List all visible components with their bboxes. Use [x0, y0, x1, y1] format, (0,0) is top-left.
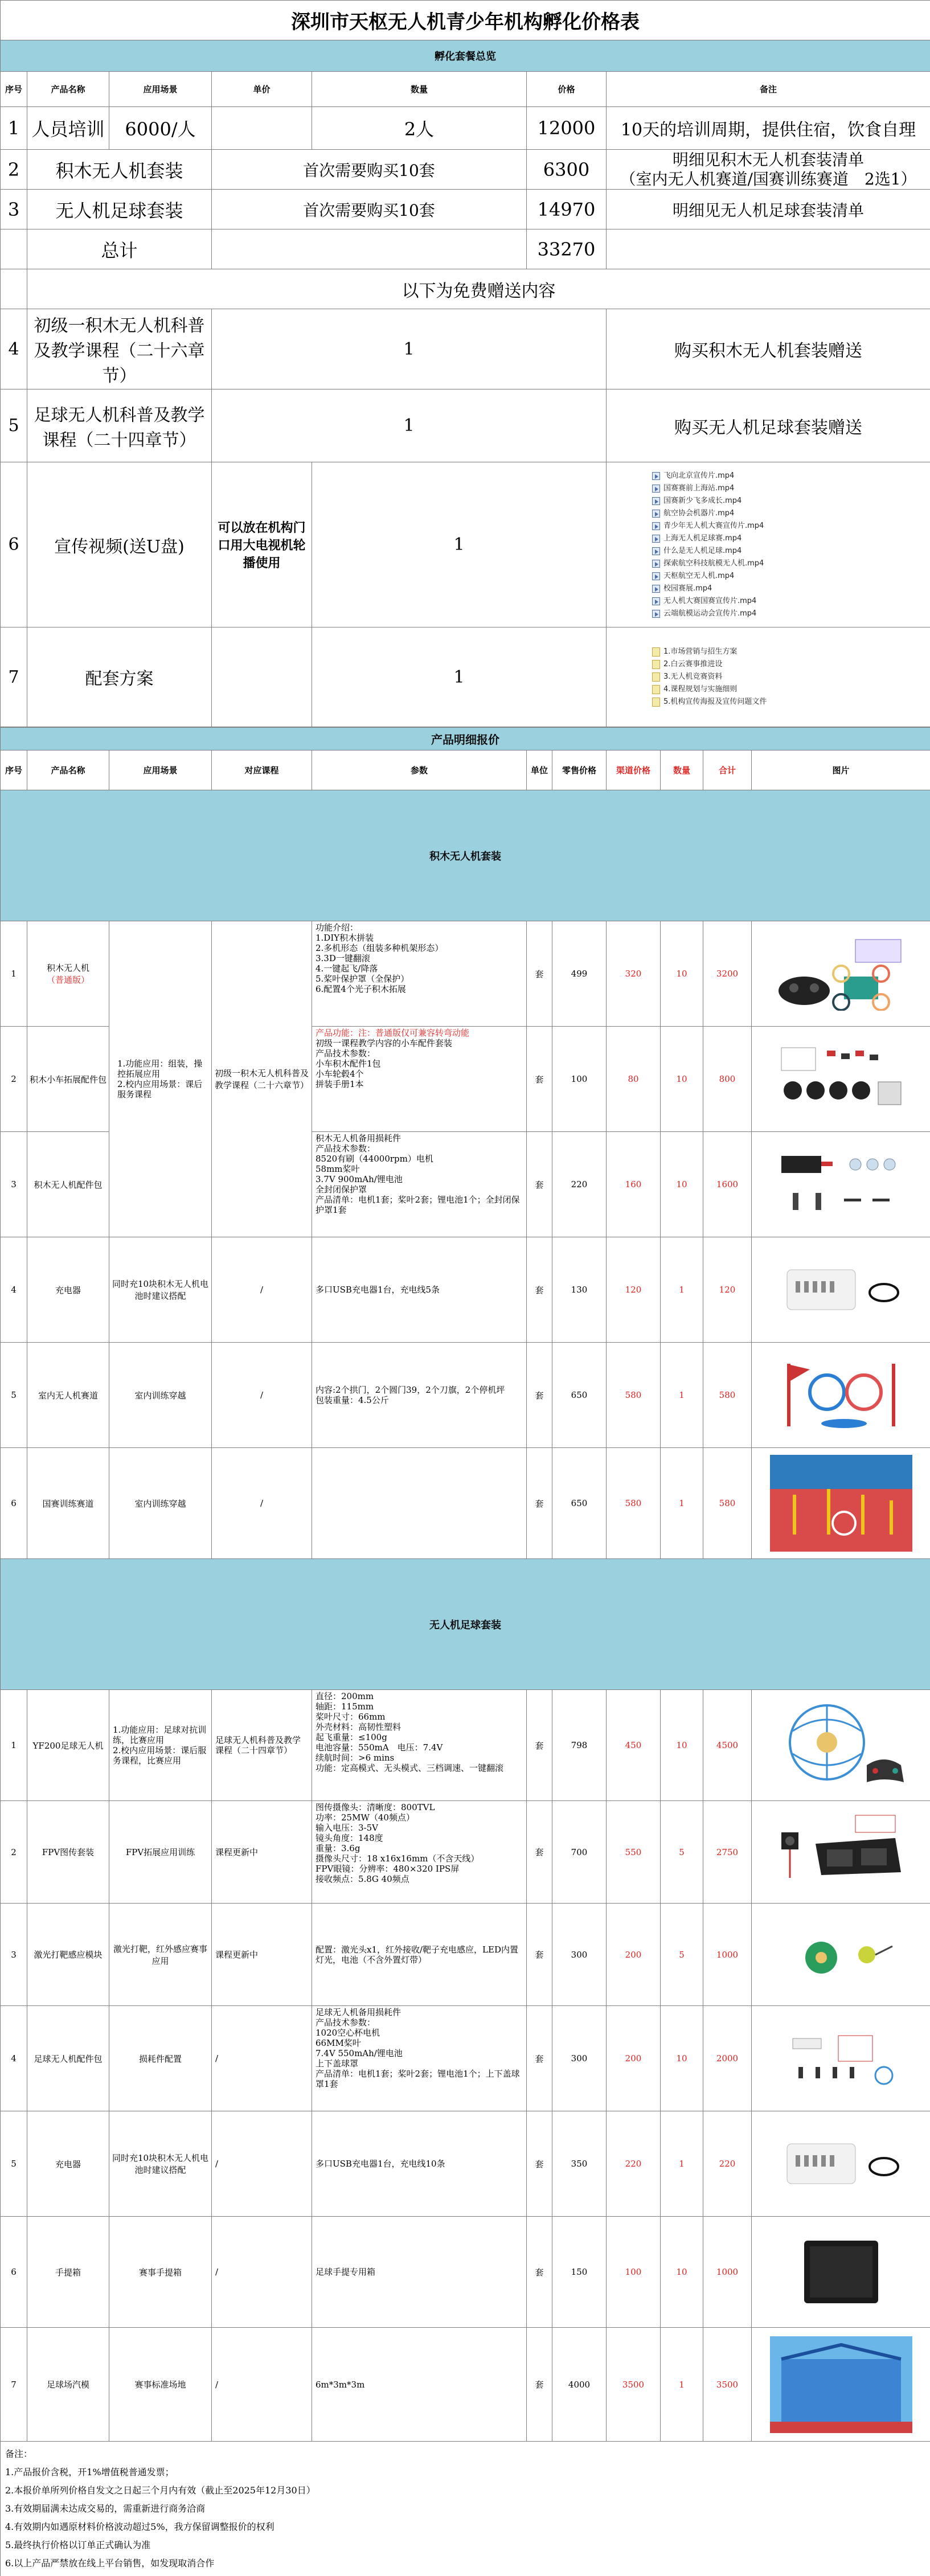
- video-file-icon: [652, 535, 660, 543]
- row-unit: 套: [527, 1027, 552, 1132]
- doc-file-list: [607, 627, 930, 727]
- video-file-icon: [652, 585, 660, 593]
- row-scene: 赛事标准场地: [109, 2328, 212, 2442]
- row-unit: 套: [527, 1801, 552, 1904]
- total-value: 33270: [527, 229, 607, 269]
- col-header: 图片: [752, 750, 930, 790]
- row-unit: 套: [527, 1448, 552, 1559]
- row-qty: 10: [661, 921, 703, 1027]
- col-header: 单位: [527, 750, 552, 790]
- note-line: 3.有效期届满未达成交易的，需重新进行商务洽商: [5, 2503, 206, 2514]
- product-image: [752, 1132, 930, 1237]
- row-name: 激光打靶感应模块: [27, 1904, 109, 2006]
- file-item[interactable]: 探索航空科技航模无人机.mp4: [652, 557, 930, 570]
- row-channel: 3500: [607, 2328, 661, 2442]
- video-file-list: [607, 462, 930, 627]
- row-name: FPV图传套装: [27, 1801, 109, 1904]
- file-item[interactable]: 无人机大赛国赛宣传片.mp4: [652, 595, 930, 608]
- row-note: 购买无人机足球套装赠送: [607, 389, 930, 462]
- row-params: 6m*3m*3m: [312, 2328, 527, 2442]
- col-header: 数量: [312, 72, 527, 107]
- table-row: [1, 1690, 930, 1801]
- drone-kit-image: [770, 937, 912, 1011]
- kit-title: 积木无人机套装: [1, 790, 930, 921]
- row-unit: 套: [527, 921, 552, 1027]
- row-no: 3: [1, 1132, 27, 1237]
- row-course: /: [212, 2328, 312, 2442]
- file-item[interactable]: 什么是无人机足球.mp4: [652, 545, 930, 557]
- charger-image: [770, 1253, 912, 1327]
- note-line: 5.最终执行价格以订单正式确认为准: [5, 2540, 151, 2550]
- row-no: 2: [1, 1027, 27, 1132]
- row-qty: 首次需要购买10套: [212, 150, 527, 190]
- row-retail: 130: [552, 1237, 607, 1343]
- track-image: [770, 1358, 912, 1432]
- row-unit: 套: [527, 1690, 552, 1801]
- row-retail: 650: [552, 1448, 607, 1559]
- row-no: 3: [1, 190, 27, 229]
- row-name: 积木小车拓展配件包: [27, 1027, 109, 1132]
- detail-header-row: [1, 750, 930, 790]
- row-course: 足球无人机科普及教学课程（二十四章节）: [212, 1690, 312, 1801]
- product-image: [752, 1690, 930, 1801]
- product-image: [752, 2111, 930, 2217]
- video-file-icon: [652, 485, 660, 493]
- table-row: [1, 1801, 930, 1904]
- row-total: 580: [703, 1343, 752, 1448]
- row-channel: 580: [607, 1448, 661, 1559]
- col-header: 价格: [527, 72, 607, 107]
- col-header: 产品名称: [27, 750, 109, 790]
- video-file-icon: [652, 472, 660, 480]
- video-file-icon: [652, 572, 660, 580]
- video-file-icon: [652, 510, 660, 518]
- row-no: 7: [1, 2328, 27, 2442]
- row-no: 4: [1, 1237, 27, 1343]
- row-params: 内容:2个拱门，2个圆门39，2个刀旗，2个停机坪 包装重量：4.5公斤: [312, 1343, 527, 1448]
- row-retail: 798: [552, 1690, 607, 1801]
- row-total: 2000: [703, 2006, 752, 2111]
- row-total: 800: [703, 1027, 752, 1132]
- note-line: 6.以上产品严禁放在线上平台销售，如发现取消合作: [5, 2558, 215, 2569]
- row-course: /: [212, 2217, 312, 2328]
- row-unit: 套: [527, 1904, 552, 2006]
- product-image: [752, 921, 930, 1027]
- row-no: 1: [1, 1690, 27, 1801]
- laser-image: [770, 1918, 912, 1992]
- row-no: 2: [1, 1801, 27, 1904]
- product-detail-table: [0, 727, 930, 2576]
- row-qty: 5: [661, 1801, 703, 1904]
- notes-block: [1, 2442, 930, 2576]
- col-header: 合计: [703, 750, 752, 790]
- row-qty: 10: [661, 1690, 703, 1801]
- product-image: [752, 1801, 930, 1904]
- file-item[interactable]: 国赛赛前上海站.mp4: [652, 482, 930, 495]
- row-retail: 499: [552, 921, 607, 1027]
- row-name: 人员培训: [27, 107, 109, 150]
- table-row: [1, 2006, 930, 2111]
- col-header: 渠道价格: [607, 750, 661, 790]
- note-line: 1.产品报价含税，开1%增值税普通发票；: [5, 2467, 174, 2477]
- row-no: 3: [1, 1904, 27, 2006]
- video-file-icon: [652, 547, 660, 555]
- row-no: 6: [1, 2217, 27, 2328]
- row-note: [607, 150, 930, 190]
- row-name: 无人机足球套装: [27, 190, 212, 229]
- row-scene: 室内训练穿越: [109, 1448, 212, 1559]
- row-unit-price: 6000/人: [109, 107, 212, 150]
- fpv-image: [770, 1810, 912, 1895]
- row-course: /: [212, 2006, 312, 2111]
- row-note: 购买积木无人机套装赠送: [607, 309, 930, 389]
- section-overview-title: 孵化套餐总览: [1, 40, 930, 72]
- row-name: 积木无人机配件包: [27, 1132, 109, 1237]
- row-name: 配套方案: [27, 627, 212, 727]
- folder-icon: [652, 672, 660, 682]
- row-scene: 可以放在机构门口用大电视机轮播使用: [212, 462, 312, 627]
- row-name: 初级一积木无人机科普及教学课程（二十六章节）: [27, 309, 212, 389]
- row-channel: 550: [607, 1801, 661, 1904]
- table-row: [1, 1237, 930, 1343]
- col-header: 应用场景: [109, 72, 212, 107]
- row-params: 功能介绍： 1.DIY积木拼装 2.多机形态（组装多种机架形态） 3.3D一键翻滚 4.一键起飞/降落 5.桨叶保护罩（全保护） 6.配置4个光子积木拓展: [312, 921, 527, 1027]
- table-row: [1, 2111, 930, 2217]
- col-header: 序号: [1, 72, 27, 107]
- row-course: 初级一积木无人机科普及教学课程（二十六章节）: [212, 921, 312, 1237]
- product-image: [752, 2217, 930, 2328]
- row-params: 直径：200mm 轴距：115mm 桨叶尺寸：66mm 外壳材料：高韧性塑料 起飞重量：≤100g 电池容量：550mA 电压：7.4V 续航时间：>6 mins 功能：定高模式、无头模式、三档调速、一键翻滚: [312, 1690, 527, 1801]
- product-image: [752, 2006, 930, 2111]
- video-file-icon: [652, 597, 660, 605]
- soccer-drone-image: [770, 1697, 912, 1794]
- col-header: 数量: [661, 750, 703, 790]
- field-image: [770, 1455, 912, 1552]
- table-row: [1, 2217, 930, 2328]
- row-course: /: [212, 1343, 312, 1448]
- file-item[interactable]: 飞向北京宣传片.mp4: [652, 470, 930, 482]
- row-retail: 100: [552, 1027, 607, 1132]
- row-qty: 10: [661, 1027, 703, 1132]
- file-item[interactable]: 2.白云赛事推进设: [652, 658, 930, 671]
- row-channel: 200: [607, 2006, 661, 2111]
- row-channel: 200: [607, 1904, 661, 2006]
- row-total: 220: [703, 2111, 752, 2217]
- row-retail: 300: [552, 1904, 607, 2006]
- col-header: 对应课程: [212, 750, 312, 790]
- row-no: 2: [1, 150, 27, 190]
- row-name: 足球场汽模: [27, 2328, 109, 2442]
- charger-image: [770, 2127, 912, 2201]
- row-channel: 100: [607, 2217, 661, 2328]
- col-header: 零售价格: [552, 750, 607, 790]
- video-file-icon: [652, 522, 660, 530]
- row-scene: 1.功能应用：组装，操控拓展应用 2.校内应用场景：课后服务课程: [109, 921, 212, 1237]
- file-item[interactable]: 4.课程规划与实施细则: [652, 683, 930, 696]
- summary-table: [0, 0, 930, 727]
- row-params: 图传摄像头：清晰度：800TVL 功率：25MW（40频点） 输入电压：3-5V 镜头角度：148度 重量：3.6g 摄像头尺寸：18 x16x16mm（不含天线） FPV眼镜：分辨率：480×320 IPS屏 接收频点：5.8G 40频点: [312, 1801, 527, 1904]
- product-image: [752, 1027, 930, 1132]
- row-no: 1: [1, 921, 27, 1027]
- row-retail: 700: [552, 1801, 607, 1904]
- row-no: 1: [1, 107, 27, 150]
- row-course: /: [212, 2111, 312, 2217]
- row-retail: 300: [552, 2006, 607, 2111]
- row-qty: 首次需要购买10套: [212, 190, 527, 229]
- drone-parts-image: [770, 1147, 912, 1221]
- row-channel: 580: [607, 1343, 661, 1448]
- row-name: 手提箱: [27, 2217, 109, 2328]
- product-image: [752, 1448, 930, 1559]
- row-qty: 5: [661, 1904, 703, 2006]
- col-header: 产品名称: [27, 72, 109, 107]
- row-params: 多口USB充电器1台，充电线10条: [312, 2111, 527, 2217]
- row-course: 课程更新中: [212, 1904, 312, 2006]
- row-no: 5: [1, 389, 27, 462]
- file-item[interactable]: 航空协会机器片.mp4: [652, 507, 930, 520]
- overview-header-row: [1, 72, 930, 107]
- file-item[interactable]: 上海无人机足球赛.mp4: [652, 532, 930, 545]
- file-item[interactable]: 1.市场营销与招生方案: [652, 646, 930, 658]
- product-image: [752, 1904, 930, 2006]
- table-row: [1, 389, 930, 462]
- row-no: 4: [1, 309, 27, 389]
- table-row: [1, 150, 930, 190]
- row-retail: 350: [552, 2111, 607, 2217]
- row-total: 1600: [703, 1132, 752, 1237]
- row-qty: 1: [661, 2328, 703, 2442]
- row-channel: 80: [607, 1027, 661, 1132]
- col-header: 单价: [212, 72, 312, 107]
- row-channel: 220: [607, 2111, 661, 2217]
- product-image: [752, 1237, 930, 1343]
- file-item[interactable]: 5.机构宣传海报及宣传问题文件: [652, 696, 930, 708]
- row-name: 积木无人机套装: [27, 150, 212, 190]
- total-label: 总计: [27, 229, 212, 269]
- case-image: [770, 2229, 912, 2315]
- table-row: [1, 107, 930, 150]
- row-params: 多口USB充电器1台，充电线5条: [312, 1237, 527, 1343]
- total-row: [1, 229, 930, 269]
- row-qty: 1: [212, 389, 607, 462]
- section-detail-title: 产品明细报价: [1, 728, 930, 750]
- table-row: [1, 462, 930, 627]
- row-scene: FPV拓展应用训练: [109, 1801, 212, 1904]
- table-row: [1, 309, 930, 389]
- row-qty: 1: [661, 1237, 703, 1343]
- row-scene: 1.功能应用：足球对抗训练，比赛应用 2.校内应用场景：课后服务课程，比赛应用: [109, 1690, 212, 1801]
- row-price: 12000: [527, 107, 607, 150]
- row-name: 足球无人机科普及教学课程（二十四章节）: [27, 389, 212, 462]
- file-item[interactable]: 校园赛展.mp4: [652, 583, 930, 595]
- col-header: 参数: [312, 750, 527, 790]
- row-total: 1000: [703, 1904, 752, 2006]
- row-params: [312, 1448, 527, 1559]
- row-qty: 10: [661, 2006, 703, 2111]
- page-title: 深圳市天枢无人机青少年机构孵化价格表: [1, 1, 930, 40]
- row-no: 4: [1, 2006, 27, 2111]
- folder-icon: [652, 647, 660, 657]
- folder-icon: [652, 660, 660, 669]
- row-total: 3200: [703, 921, 752, 1027]
- col-header: 应用场景: [109, 750, 212, 790]
- col-header: 序号: [1, 750, 27, 790]
- free-content-title: 以下为免费赠送内容: [27, 269, 930, 309]
- row-retail: 4000: [552, 2328, 607, 2442]
- row-unit: 套: [527, 1343, 552, 1448]
- row-name: YF200足球无人机: [27, 1690, 109, 1801]
- row-unit: 套: [527, 2328, 552, 2442]
- row-no: 6: [1, 1448, 27, 1559]
- car-parts-image: [770, 1042, 912, 1116]
- row-qty: 2人: [312, 107, 527, 150]
- video-file-icon: [652, 610, 660, 618]
- row-unit: 套: [527, 1237, 552, 1343]
- row-qty: 1: [661, 2111, 703, 2217]
- row-total: 120: [703, 1237, 752, 1343]
- row-price: 14970: [527, 190, 607, 229]
- row-channel: 120: [607, 1237, 661, 1343]
- row-params: 积木无人机备用损耗件 产品技术参数： 8520有刷（44000rpm）电机 58mm桨叶 3.7V 900mAh/锂电池 全封闭保护罩 产品清单：电机1套；桨叶2套；锂电池1个；全封闭保护罩1套: [312, 1132, 527, 1237]
- table-row: [1, 1904, 930, 2006]
- row-channel: 160: [607, 1132, 661, 1237]
- row-name: 宣传视频(送U盘): [27, 462, 212, 627]
- row-note: 10天的培训周期，提供住宿，饮食自理: [607, 107, 930, 150]
- file-item[interactable]: 3.无人机竞赛资料: [652, 671, 930, 683]
- row-unit: 套: [527, 1132, 552, 1237]
- row-no: 5: [1, 2111, 27, 2217]
- row-qty: 10: [661, 2217, 703, 2328]
- product-image: [752, 2328, 930, 2442]
- col-header: 备注: [607, 72, 930, 107]
- row-total: 1000: [703, 2217, 752, 2328]
- row-scene: 同时充10块积木无人机电池时建议搭配: [109, 1237, 212, 1343]
- row-course: /: [212, 1237, 312, 1343]
- row-channel: 450: [607, 1690, 661, 1801]
- table-row: [1, 1343, 930, 1448]
- table-row: [1, 190, 930, 229]
- row-no: 5: [1, 1343, 27, 1448]
- product-image: [752, 1343, 930, 1448]
- row-note: 明细见无人机足球套装清单: [607, 190, 930, 229]
- row-name: 充电器: [27, 2111, 109, 2217]
- row-qty: 1: [212, 309, 607, 389]
- row-total: 2750: [703, 1801, 752, 1904]
- table-row: [1, 627, 930, 727]
- row-course: 课程更新中: [212, 1801, 312, 1904]
- row-params: 配置：激光头x1，红外接收/靶子充电感应，LED内置灯光，电池（不含外置灯带）: [312, 1904, 527, 2006]
- table-row: [1, 921, 930, 1027]
- table-row: [1, 2328, 930, 2442]
- row-no: 7: [1, 627, 27, 727]
- row-qty: 1: [312, 627, 607, 727]
- row-scene: 室内训练穿越: [109, 1343, 212, 1448]
- row-name: 足球无人机配件包: [27, 2006, 109, 2111]
- folder-icon: [652, 685, 660, 694]
- file-item[interactable]: 云端航模运动会宣传片.mp4: [652, 608, 930, 620]
- row-qty: 1: [661, 1448, 703, 1559]
- file-item[interactable]: 天枢航空无人机.mp4: [652, 570, 930, 583]
- row-note-line: 明细见积木无人机套装清单: [673, 150, 865, 169]
- row-qty: 10: [661, 1132, 703, 1237]
- row-scene: 损耗件配置: [109, 2006, 212, 2111]
- note-line: 4.有效期内如遇原材料价格波动超过5%，我方保留调整报价的权利: [5, 2521, 275, 2532]
- row-qty: 1: [312, 462, 607, 627]
- row-price: 6300: [527, 150, 607, 190]
- row-course: /: [212, 1448, 312, 1559]
- kit-title: 无人机足球套装: [1, 1559, 930, 1690]
- row-name: 室内无人机赛道: [27, 1343, 109, 1448]
- row-scene: 赛事手提箱: [109, 2217, 212, 2328]
- row-unit: 套: [527, 2217, 552, 2328]
- row-name: 充电器: [27, 1237, 109, 1343]
- soccer-parts-image: [770, 2021, 912, 2095]
- video-file-icon: [652, 497, 660, 505]
- row-params: 足球无人机备用损耗件 产品技术参数： 1020空心杯电机 66MM桨叶 7.4V 550mAh/锂电池 上下盖球罩 产品清单：电机1套；桨叶2套；锂电池1个；上下盖球罩1套: [312, 2006, 527, 2111]
- row-name: 国赛训练赛道: [27, 1448, 109, 1559]
- row-note-line: （室内无人机赛道/国赛训练赛道 2选1）: [620, 169, 917, 188]
- row-retail: 650: [552, 1343, 607, 1448]
- file-item[interactable]: 青少年无人机大赛宣传片.mp4: [652, 520, 930, 532]
- row-total: 4500: [703, 1690, 752, 1801]
- row-params: 足球手提专用箱: [312, 2217, 527, 2328]
- row-unit: 套: [527, 2111, 552, 2217]
- row-no: 6: [1, 462, 27, 627]
- row-params: 产品功能：注：普通版仅可兼容转弯动能 初级一课程教学内容的小车配件套装 产品技术参数： 小车积木配件1包 小车轮毂4个 拼装手册1本: [312, 1027, 527, 1132]
- file-item[interactable]: 国赛新少飞多成长.mp4: [652, 495, 930, 507]
- video-file-icon: [652, 560, 660, 568]
- row-retail: 220: [552, 1132, 607, 1237]
- folder-icon: [652, 698, 660, 707]
- row-unit: 套: [527, 2006, 552, 2111]
- row-scene: 激光打靶，红外感应赛事应用: [109, 1904, 212, 2006]
- note-line: 2.本报价单所列价格自发文之日起三个月内有效（截止至2025年12月30日）: [5, 2485, 316, 2496]
- row-qty: 1: [661, 1343, 703, 1448]
- row-name: 积木无人机 （普通版）: [27, 921, 109, 1027]
- row-channel: 320: [607, 921, 661, 1027]
- row-total: 580: [703, 1448, 752, 1559]
- row-total: 3500: [703, 2328, 752, 2442]
- inflatable-field-image: [770, 2336, 912, 2433]
- notes-title: 备注：: [5, 2448, 33, 2459]
- table-row: [1, 1448, 930, 1559]
- row-scene: 同时充10块积木无人机电池时建议搭配: [109, 2111, 212, 2217]
- row-retail: 150: [552, 2217, 607, 2328]
